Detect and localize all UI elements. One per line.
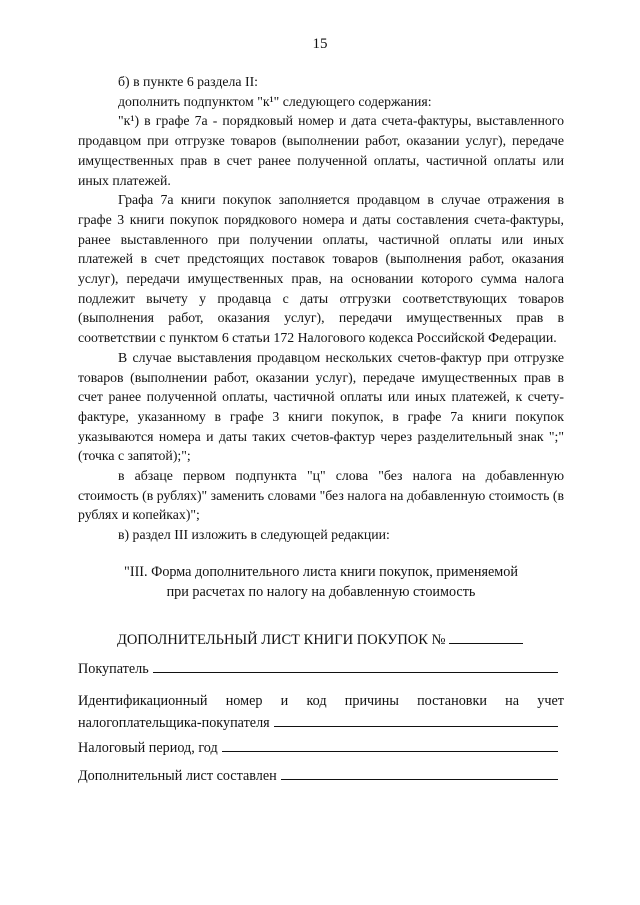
compiled-label: Дополнительный лист составлен: [78, 768, 277, 784]
buyer-label: Покупатель: [78, 661, 149, 677]
form-title-text: ДОПОЛНИТЕЛЬНЫЙ ЛИСТ КНИГИ ПОКУПОК №: [116, 632, 446, 648]
compiled-blank: [281, 765, 558, 780]
buyer-field: [78, 658, 564, 680]
period-field: [78, 737, 564, 759]
document-body: [78, 72, 564, 602]
paragraph: "к¹) в графе 7а - порядковый номер и дата счета-фактуры, выставленного продавцом при отгрузке товаров (выполнении работ, оказании услуг), передаче имущественных прав в счет ранее полученной оплаты, частичной оплаты или иных платежей.: [78, 113, 564, 188]
paragraph: в) раздел III изложить в следующей редакции:: [118, 527, 390, 543]
section-title-line: при расчетах по налогу на добавленную стоимость: [166, 583, 476, 600]
paragraph: б) в пункте 6 раздела II:: [118, 74, 259, 89]
section-title-line: "III. Форма дополнительного листа книги покупок, применяемой: [124, 563, 518, 580]
inn-label-line1: Идентификационный номер и код причины постановки на учет: [78, 693, 564, 709]
paragraph: В случае выставления продавцом нескольких счетов-фактур при отгрузке товаров (выполнении работ, оказании услуг), передаче имущественных прав в счет ранее полученной оплаты, частичной оплаты или иных платежей, к счету-фактуре, указанному в графе 3 книги покупок, в графе 7а книги покупок указываются номера и даты таких счетов-фактур через разделительный знак ";" (точка с запятой);";: [78, 349, 564, 464]
inn-blank: [274, 712, 558, 727]
paragraph: дополнить подпунктом "к¹" следующего содержания:: [118, 93, 432, 109]
compiled-field: [78, 765, 564, 787]
page-number: 15: [312, 36, 328, 52]
form-number-blank: [449, 643, 523, 644]
paragraph: Графа 7а книги покупок заполняется продавцом в случае отражения в графе 3 книги покупок порядкового номера и даты составления счета-фактуры, ранее выставленного при получении оплаты, частичной оплаты или иных платежей в счет предстоящих поставок товаров (выполнения работ, оказания услуг), передачи имущественных прав, на основании которого сумма налога подлежит вычету у продавца с даты отгрузки соответствующих товаров (выполнения работ, оказания услуг), передачи имущественных прав в соответствии с пунктом 6 статьи 172 Налогового кодекса Российской Федерации.: [78, 192, 564, 346]
inn-label-line2: налогоплательщика-покупателя: [78, 714, 270, 731]
form-title: [0, 632, 640, 649]
period-label: Налоговый период, год: [78, 740, 218, 756]
period-blank: [222, 737, 558, 752]
paragraph: в абзаце первом подпункта "ц" слова "без налога на добавленную стоимость (в рублях)" заменить словами "без налога на добавленную стоимость (в рублях и копейках)";: [78, 468, 564, 523]
inn-field: [78, 692, 564, 733]
buyer-blank: [153, 658, 558, 673]
